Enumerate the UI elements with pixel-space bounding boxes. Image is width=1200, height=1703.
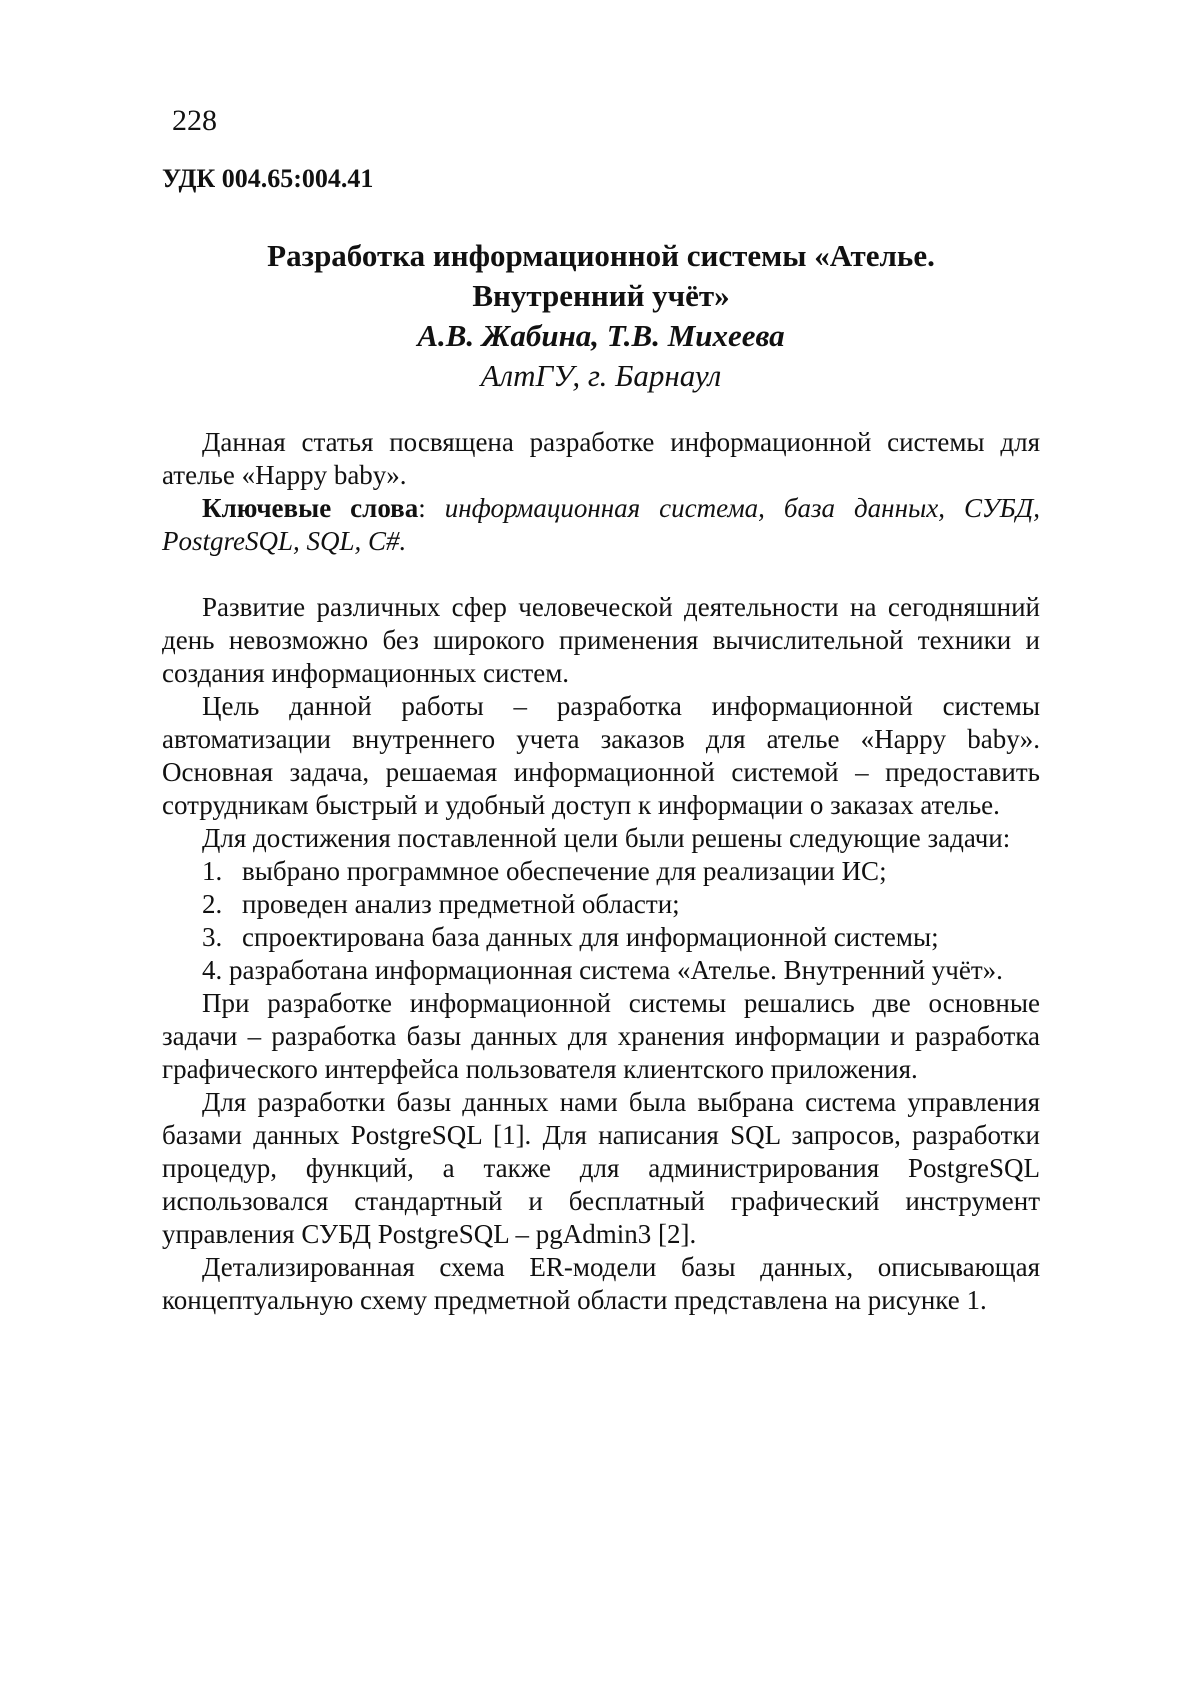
task-number: 4. [202,955,222,985]
keywords-paragraph [162,492,1040,558]
task-number: 1. [202,855,242,888]
keywords-separator: : [418,493,445,523]
article-body [162,426,1040,1317]
task-text: разработана информационная система «Ателье. Внутренний учёт». [229,955,1003,985]
abstract: Данная статья посвящена разработке информационной системы для ателье «Happy baby». [162,426,1040,492]
task-list-item [162,888,1040,921]
article-title-line-1: Разработка информационной системы «Ателье. [162,236,1040,276]
paragraph-tasks-intro: Для достижения поставленной цели были решены следующие задачи: [162,822,1040,855]
title-block [162,236,1040,396]
paragraph-er-model: Детализированная схема ER-модели базы данных, описывающая концептуальную схему предметной области представлена на рисунке 1. [162,1251,1040,1317]
paragraph-intro: Развитие различных сфер человеческой деятельности на сегодняшний день невозможно без широкого применения вычислительной техники и создания информационных систем. [162,591,1040,690]
affiliation: АлтГУ, г. Барнаул [162,356,1040,396]
keywords-list: информационная система, база данных, СУБД, PostgreSQL, SQL, C#. [162,493,1040,556]
page-number: 228 [172,104,217,138]
task-text: проведен анализ предметной области; [242,889,680,919]
task-number: 2. [202,888,242,921]
udk-code: УДК 004.65:004.41 [162,163,373,195]
task-text: спроектирована база данных для информационной системы; [242,922,939,952]
keywords-label: Ключевые слова [202,493,418,523]
section-gap [162,558,1040,591]
paragraph-dbms: Для разработки базы данных нами была выбрана система управления базами данных PostgreSQL [1]. Для написания SQL запросов, разработки процедур, функций, а также для администрирования PostgreSQL использовался стандартный и бесплатный графический инструмент управления СУБД PostgreSQL – pgAdmin3 [2]. [162,1086,1040,1251]
task-list-item [162,954,1040,987]
paragraph-goal: Цель данной работы – разработка информационной системы автоматизации внутреннего учета заказов для ателье «Happy baby». Основная задача, решаемая информационной системой – предоставить сотрудникам быстрый и удобный доступ к информации о заказах ателье. [162,690,1040,822]
task-number: 3. [202,921,242,954]
task-text: выбрано программное обеспечение для реализации ИС; [242,856,887,886]
authors: А.В. Жабина, Т.В. Михеева [162,316,1040,356]
article-title-line-2: Внутренний учёт» [162,276,1040,316]
task-list-item [162,921,1040,954]
task-list-item [162,855,1040,888]
paragraph-main-tasks: При разработке информационной системы решались две основные задачи – разработка базы данных для хранения информации и разработка графического интерфейса пользователя клиентского приложения. [162,987,1040,1086]
